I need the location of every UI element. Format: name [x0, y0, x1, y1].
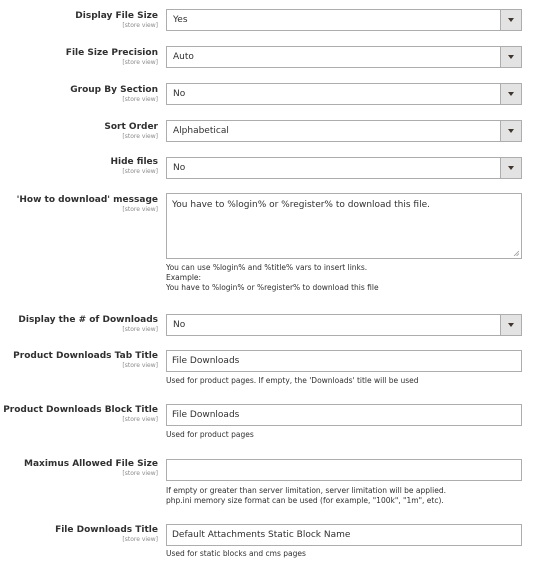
field-note: Used for static blocks and cms pages	[166, 549, 306, 558]
field-label: Product Downloads Tab Title	[13, 351, 158, 361]
note-line: php.ini memory size format can be used (for example, "100k", "1m", etc).	[166, 496, 444, 505]
chevron-down-icon	[508, 18, 514, 22]
dropdown-button[interactable]	[500, 121, 521, 141]
select-value: No	[173, 163, 186, 173]
field-label: Display the # of Downloads	[18, 315, 158, 325]
note-line: If empty or greater than server limitation, server limitation will be applied.	[166, 486, 446, 495]
chevron-down-icon	[508, 92, 514, 96]
select-value: No	[173, 89, 186, 99]
textarea-value: You have to %login% or %register% to download this file.	[172, 200, 430, 210]
select-value: No	[173, 320, 186, 330]
select-value: Auto	[173, 52, 194, 62]
max-file-size-input[interactable]	[166, 459, 522, 481]
product-downloads-block-title-input[interactable]	[166, 404, 522, 426]
note-line: You have to %login% or %register% to download this file	[166, 283, 379, 292]
input-value: File Downloads	[172, 356, 240, 366]
field-label: Group By Section	[70, 85, 158, 95]
sort-order-select[interactable]	[166, 120, 522, 142]
hide-files-select[interactable]	[166, 157, 522, 179]
file-size-precision-select[interactable]	[166, 46, 522, 68]
field-note	[166, 486, 446, 506]
field-note: Used for product pages	[166, 430, 254, 439]
input-value: File Downloads	[172, 410, 240, 420]
scope-label: [store view]	[122, 362, 158, 369]
display-downloads-count-select[interactable]	[166, 314, 522, 336]
chevron-down-icon	[508, 323, 514, 327]
chevron-down-icon	[508, 129, 514, 133]
field-label: Display File Size	[75, 11, 158, 21]
scope-label: [store view]	[122, 206, 158, 213]
scope-label: [store view]	[122, 470, 158, 477]
input-value: Default Attachments Static Block Name	[172, 530, 351, 540]
dropdown-button[interactable]	[500, 10, 521, 30]
chevron-down-icon	[508, 55, 514, 59]
scope-label: [store view]	[122, 22, 158, 29]
dropdown-button[interactable]	[500, 315, 521, 335]
field-label: Sort Order	[104, 122, 158, 132]
field-note	[166, 263, 379, 293]
field-label: File Downloads Title	[55, 525, 158, 535]
scope-label: [store view]	[122, 536, 158, 543]
note-line: You can use %login% and %title% vars to insert links.	[166, 263, 368, 272]
select-value: Alphabetical	[173, 126, 229, 136]
field-note: Used for product pages. If empty, the 'Downloads' title will be used	[166, 376, 419, 385]
note-line: Example:	[166, 273, 202, 282]
field-label: 'How to download' message	[16, 195, 158, 205]
display-file-size-select[interactable]	[166, 9, 522, 31]
dropdown-button[interactable]	[500, 84, 521, 104]
resize-handle-icon[interactable]	[513, 250, 519, 256]
dropdown-button[interactable]	[500, 47, 521, 67]
scope-label: [store view]	[122, 96, 158, 103]
product-downloads-tab-title-input[interactable]	[166, 350, 522, 372]
scope-label: [store view]	[122, 133, 158, 140]
select-value: Yes	[173, 15, 188, 25]
group-by-section-select[interactable]	[166, 83, 522, 105]
scope-label: [store view]	[122, 326, 158, 333]
scope-label: [store view]	[122, 416, 158, 423]
chevron-down-icon	[508, 166, 514, 170]
scope-label: [store view]	[122, 59, 158, 66]
field-label: File Size Precision	[65, 48, 158, 58]
scope-label: [store view]	[122, 168, 158, 175]
field-label: Product Downloads Block Title	[3, 405, 158, 415]
field-label: Hide files	[110, 157, 158, 167]
how-to-download-textarea[interactable]	[166, 193, 522, 259]
field-label: Maximus Allowed File Size	[24, 459, 158, 469]
dropdown-button[interactable]	[500, 158, 521, 178]
file-downloads-title-input[interactable]	[166, 524, 522, 546]
